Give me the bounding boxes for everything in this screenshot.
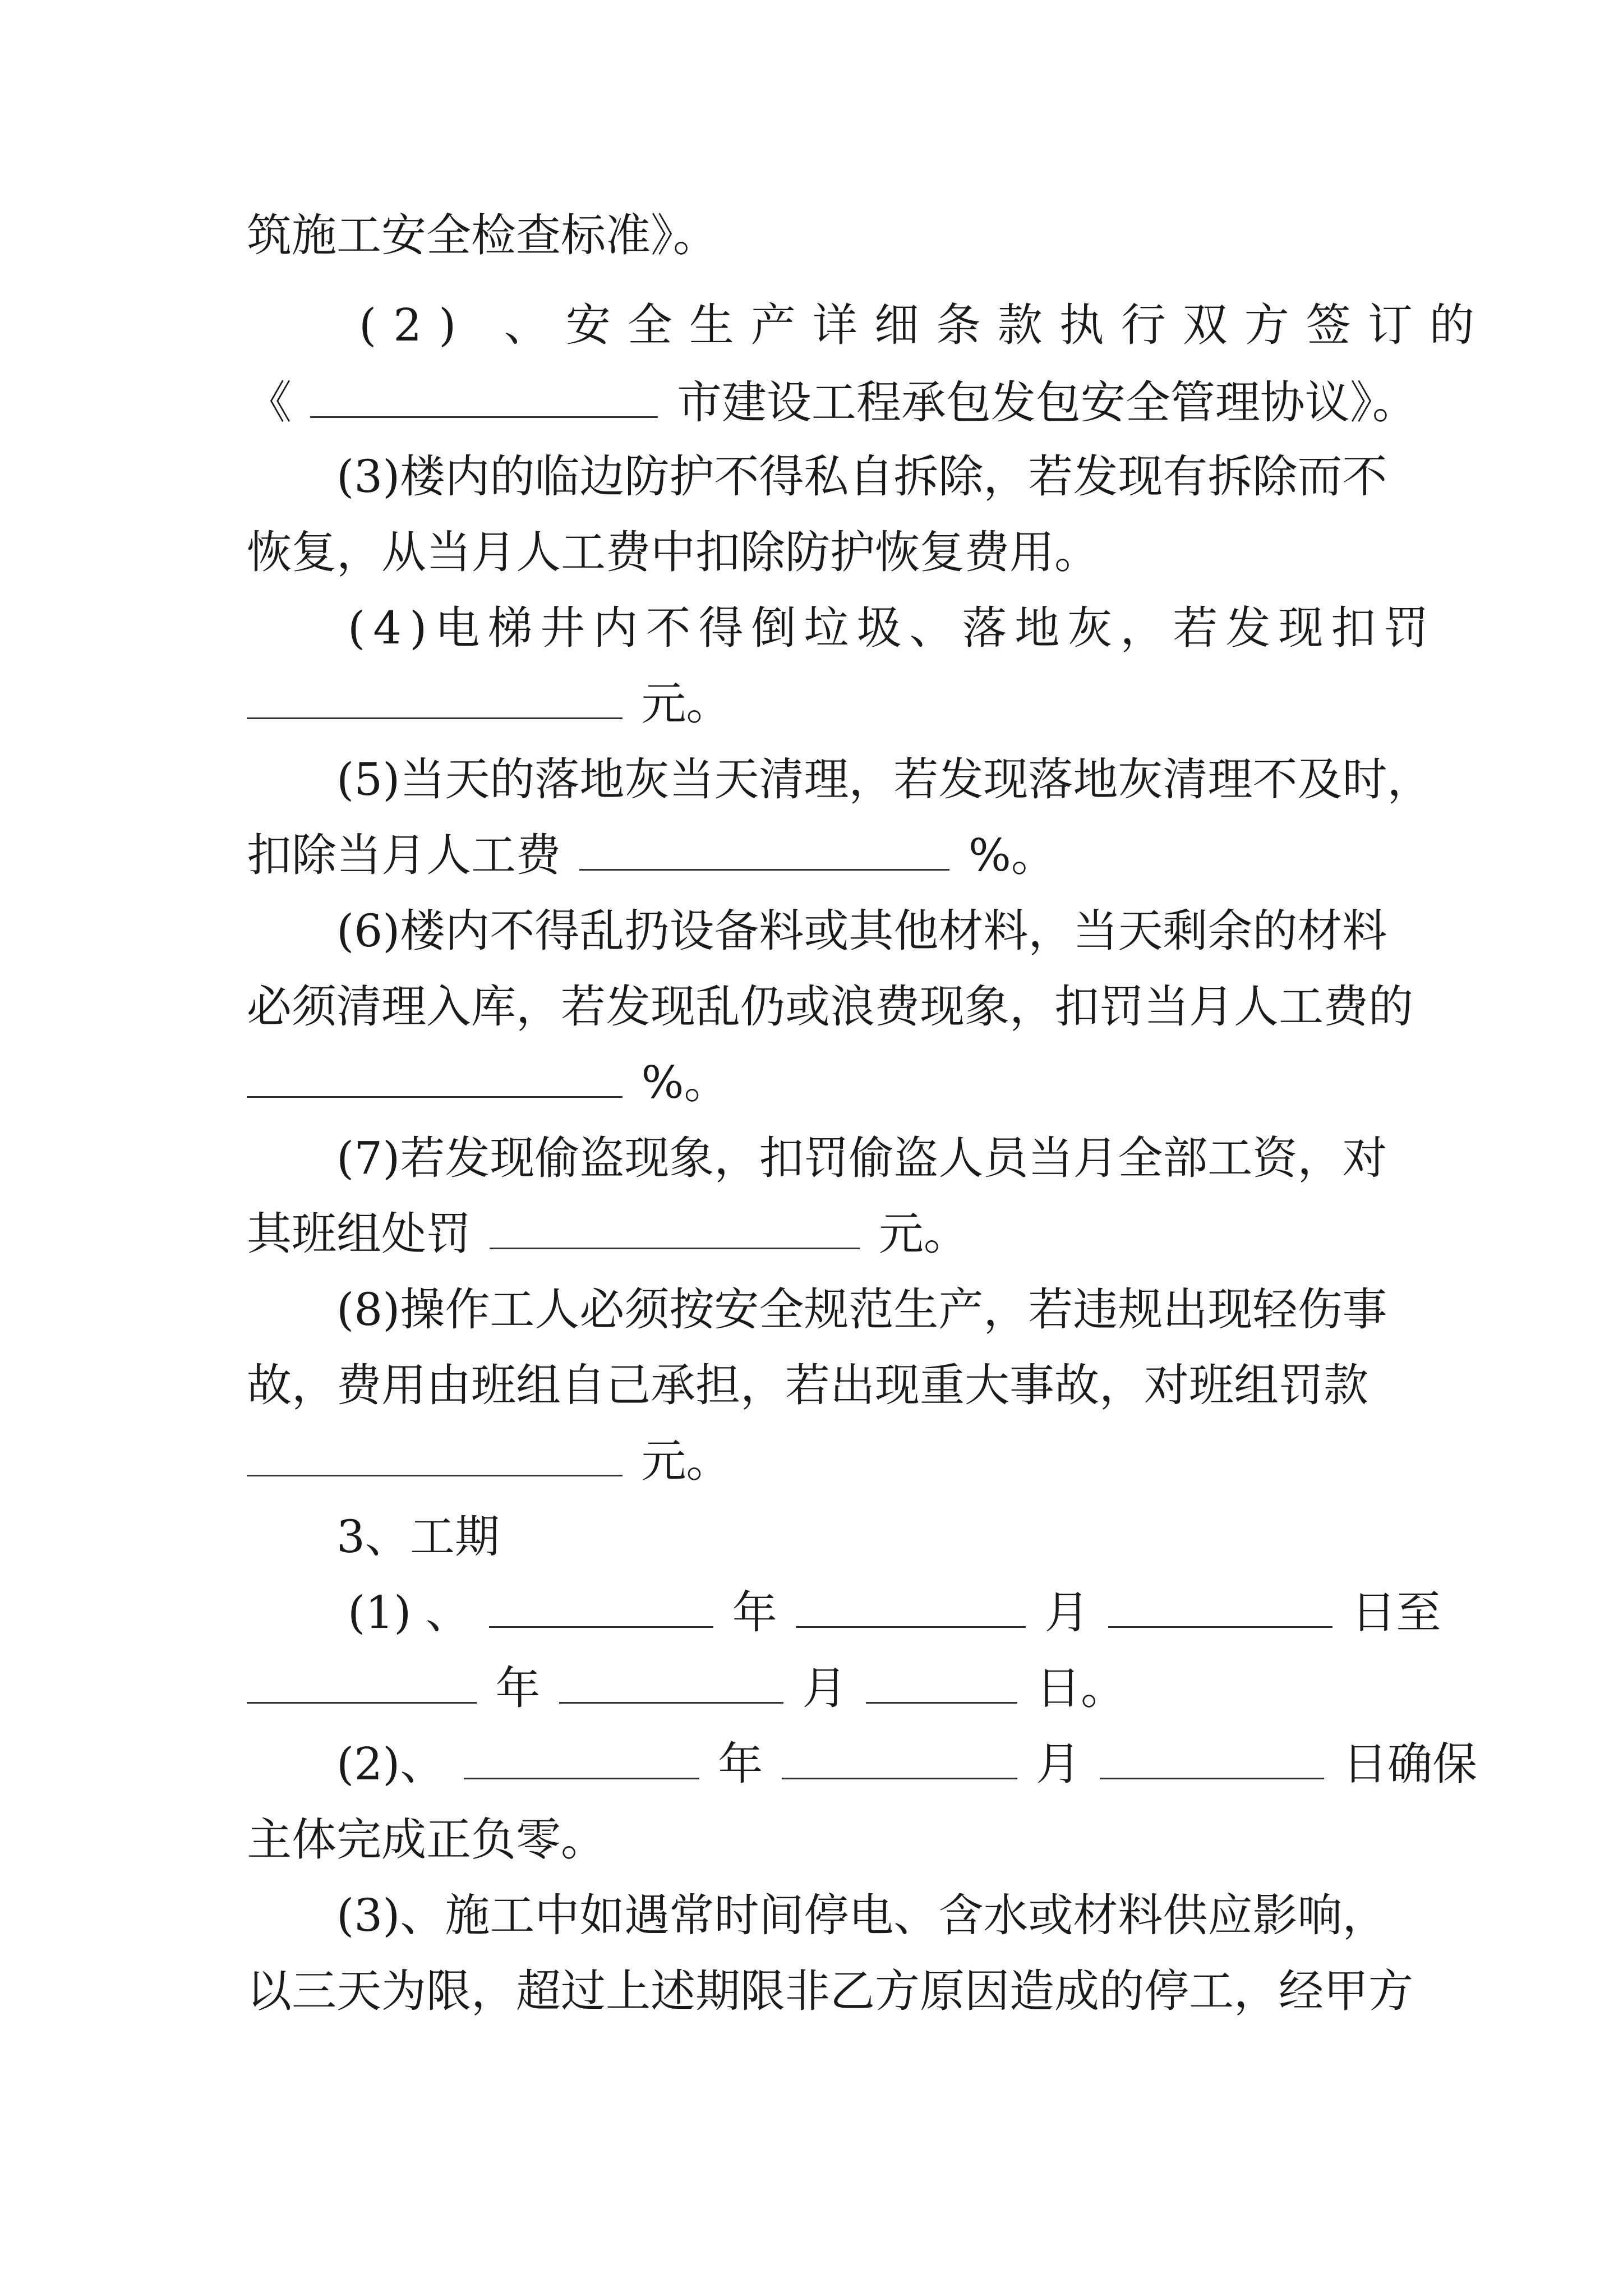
text-line — [247, 1660, 1391, 1717]
text-line — [247, 1055, 1391, 1111]
blank-start-year[interactable] — [489, 1585, 713, 1628]
text-line — [336, 903, 1391, 959]
month-label: 月 — [802, 1662, 847, 1714]
text-line — [336, 1130, 1391, 1186]
day-label: 日。 — [1036, 1662, 1126, 1714]
text-line — [336, 1736, 1477, 1792]
year-label: 年 — [495, 1662, 541, 1714]
text-line — [336, 1888, 1391, 1944]
clause-text: (2) 、安全生产详细条款执行双方签订的 — [359, 299, 1491, 351]
paragraph-text: 其班组处罚 — [247, 1208, 471, 1260]
clause-text: (6)楼内不得乱扔设备料或其他材料，当天剩余的材料 — [336, 905, 1387, 957]
month-label: 月 — [1036, 1738, 1081, 1790]
blank-fine-amount[interactable] — [247, 676, 623, 719]
blank-end-year[interactable] — [247, 1660, 477, 1704]
blank-percent[interactable] — [247, 1055, 623, 1098]
blank-start-month[interactable] — [796, 1585, 1026, 1628]
text-line — [247, 1358, 1391, 1414]
blank-end-month[interactable] — [559, 1660, 783, 1704]
month-label: 月 — [1044, 1586, 1090, 1639]
paragraph-text: 主体完成正负零。 — [247, 1814, 606, 1866]
item-number: (1) 、 — [348, 1586, 471, 1639]
blank-percent[interactable] — [579, 827, 949, 871]
year-label: 年 — [718, 1738, 763, 1790]
unit-text: %。 — [968, 829, 1056, 881]
clause-text: (3)楼内的临边防护不得私自拆除，若发现有拆除而不 — [336, 450, 1387, 503]
section-heading — [336, 1509, 1391, 1565]
bracket-open: 《 — [247, 376, 292, 429]
paragraph-text: 故，费用由班组自己承担，若出现重大事故，对班组罚款 — [247, 1359, 1368, 1411]
text-line — [336, 1282, 1391, 1338]
blank-end-day[interactable] — [866, 1660, 1017, 1704]
text-line — [247, 676, 1391, 732]
blank-start-day[interactable] — [1108, 1585, 1332, 1628]
text-line — [348, 1585, 1441, 1641]
blank-fine-amount[interactable] — [490, 1206, 860, 1249]
clause-text: (5)当天的落地灰当天清理，若发现落地灰清理不及时， — [336, 753, 1432, 806]
unit-text: 元。 — [641, 1435, 731, 1487]
blank-fine-amount[interactable] — [247, 1433, 623, 1476]
paragraph-text: 筑施工安全检查标准》。 — [247, 209, 718, 261]
text-line — [247, 827, 1391, 884]
year-label: 年 — [732, 1586, 777, 1639]
unit-text: 元。 — [641, 678, 731, 730]
paragraph-text: 以三天为限，超过上述期限非乙方原因造成的停工，经甲方 — [247, 1965, 1413, 2017]
text-line — [247, 1812, 1391, 1868]
text-line — [247, 524, 1391, 581]
text-line — [336, 449, 1391, 505]
agreement-title: 市建设工程承包发包安全管理协议》。 — [676, 376, 1417, 429]
clause-text: (4)电梯井内不得倒垃圾、落地灰，若发现扣罚 — [348, 602, 1437, 654]
text-line — [247, 1433, 1391, 1489]
text-line — [247, 1963, 1413, 2019]
text-line — [247, 979, 1413, 1035]
paragraph-text: 必须清理入库，若发现乱仍或浪费现象，扣罚当月人工费的 — [247, 981, 1413, 1033]
paragraph-text: 恢复，从当月人工费中扣除防护恢复费用。 — [247, 526, 1099, 578]
text-line — [359, 297, 1491, 353]
day-to-label: 日至 — [1351, 1586, 1441, 1639]
paragraph-text: 扣除当月人工费 — [247, 829, 561, 881]
section-title: 3、工期 — [336, 1511, 500, 1563]
blank-milestone-month[interactable] — [782, 1736, 1017, 1779]
blank-milestone-day[interactable] — [1100, 1736, 1324, 1779]
clause-text: (8)操作工人必须按安全规范生产，若违规出现轻伤事 — [336, 1283, 1387, 1336]
text-line — [247, 208, 1391, 264]
unit-text: %。 — [641, 1056, 729, 1108]
blank-milestone-year[interactable] — [464, 1736, 699, 1779]
unit-text: 元。 — [878, 1208, 969, 1260]
text-line — [348, 600, 1437, 656]
day-label: 日确保 — [1342, 1738, 1477, 1790]
item-number: (2)、 — [336, 1738, 445, 1790]
clause-text: (3)、施工中如遇常时间停电、含水或材料供应影响， — [336, 1889, 1387, 1941]
text-line — [247, 375, 1417, 431]
blank-city-field[interactable] — [310, 375, 658, 418]
text-line — [247, 1206, 1391, 1262]
text-line — [336, 752, 1432, 808]
clause-text: (7)若发现偷盗现象，扣罚偷盗人员当月全部工资，对 — [336, 1132, 1387, 1184]
